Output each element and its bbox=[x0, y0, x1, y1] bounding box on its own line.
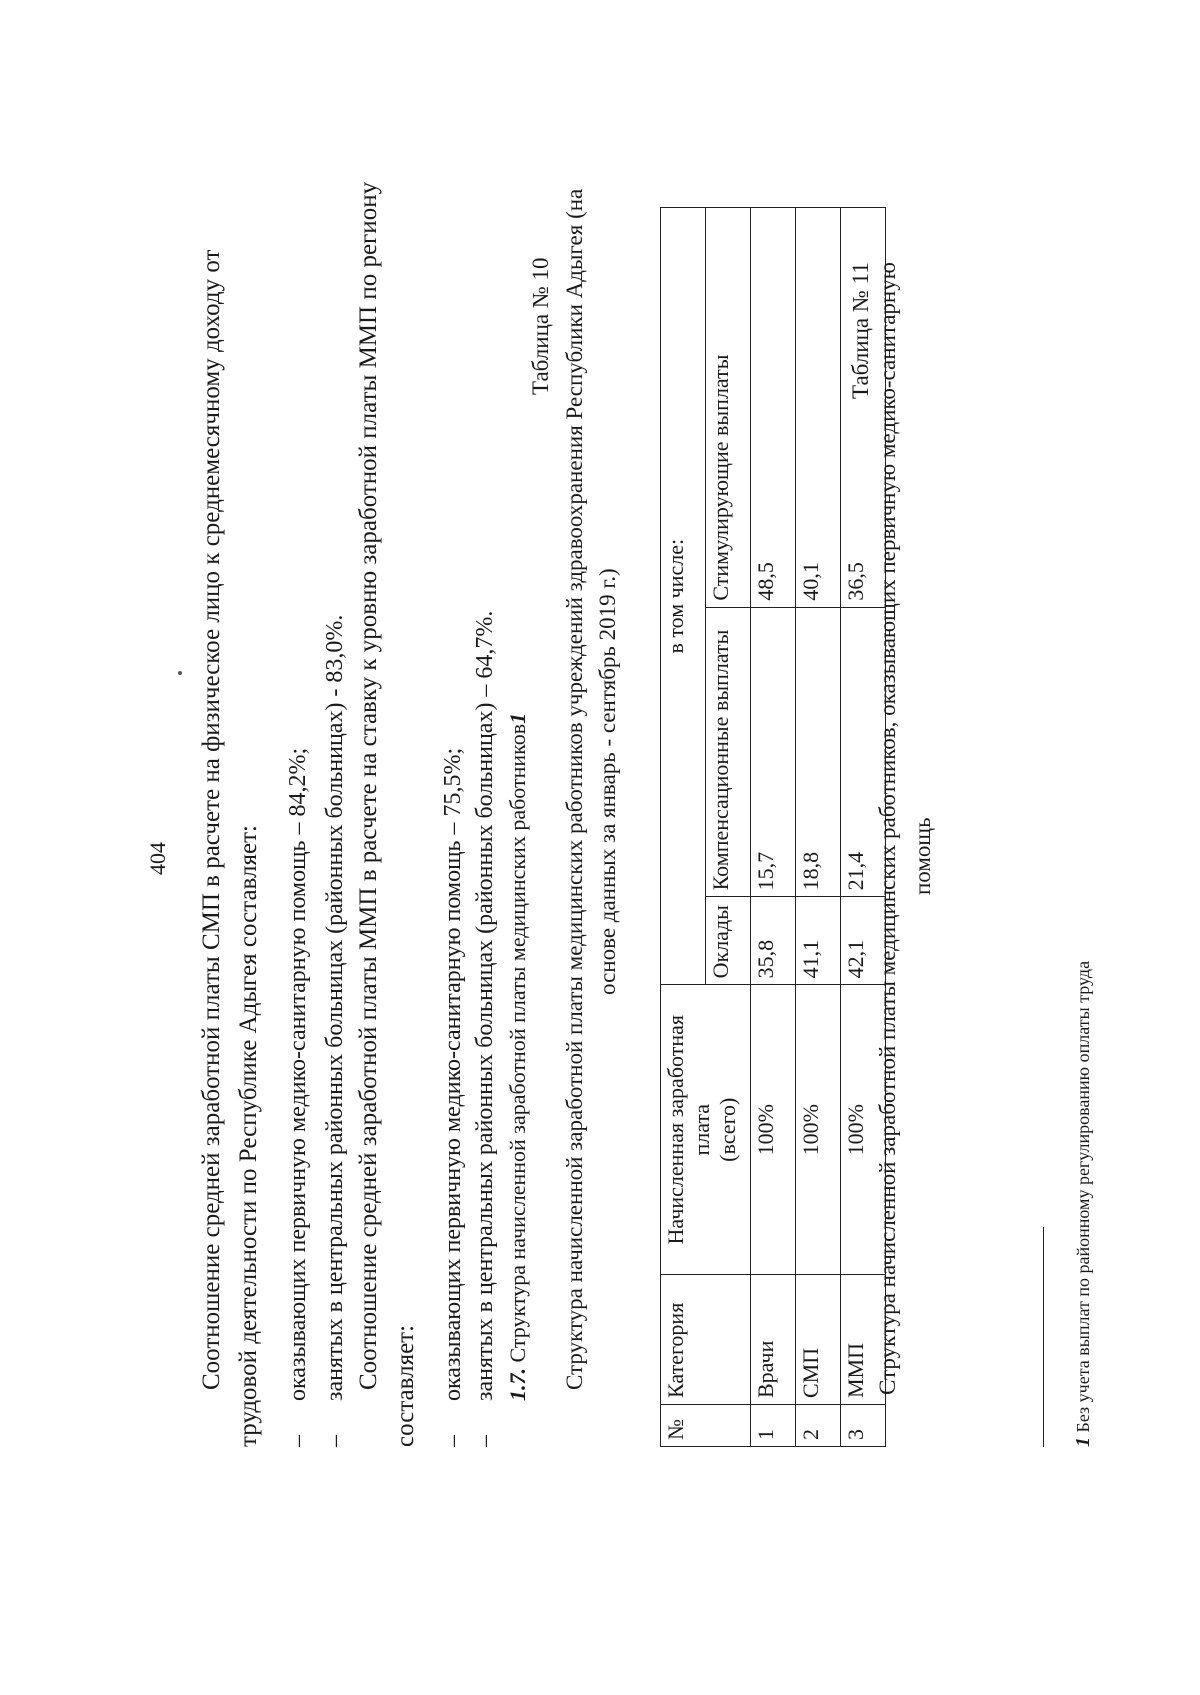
table10-caption-line1: Структура начисленной заработной платы медицинских работников учреждений здравоохранения Республики Адыгея (на bbox=[562, 188, 587, 1390]
page-number: 404 bbox=[145, 842, 170, 875]
section-number: 1.7. bbox=[505, 1368, 530, 1401]
header-including: в том числе: bbox=[661, 208, 706, 985]
cell-num: 2 bbox=[796, 1405, 841, 1447]
bullet-dash: – bbox=[440, 1435, 466, 1447]
cell-num: 1 bbox=[751, 1405, 796, 1447]
cell-salary: 41,1 bbox=[796, 897, 841, 985]
bullet-dash: – bbox=[285, 1435, 311, 1447]
footnote-divider bbox=[1043, 1227, 1044, 1447]
cell-salary: 35,8 bbox=[751, 897, 796, 985]
footnote-mark: 1 bbox=[1072, 1437, 1094, 1447]
cell-incentive: 36,5 bbox=[841, 208, 886, 608]
section-heading bbox=[505, 713, 531, 1401]
paragraph-smp-ratio-line2: трудовой деятельности по Республике Адыгея составляет: bbox=[235, 825, 262, 1447]
header-num: № bbox=[661, 1405, 751, 1447]
cell-incentive: 40,1 bbox=[796, 208, 841, 608]
header-salary: Оклады bbox=[706, 897, 751, 985]
table10-caption-line2: основе данных за январь - сентябрь 2019 г.) bbox=[595, 568, 620, 995]
cell-salary: 42,1 bbox=[841, 897, 886, 985]
cell-category: СМП bbox=[796, 1275, 841, 1405]
table11-caption-line2: помощь bbox=[910, 817, 935, 895]
cell-compensation: 15,7 bbox=[751, 607, 796, 897]
table11-caption-line1: Структура начисленной заработной платы медицинских работников, оказывающих первичную медико-санитарную bbox=[875, 262, 900, 1395]
paragraph-smp-ratio-line1: Соотношение средней заработной платы СМП в расчете на физическое лицо к среднемесячному доходу от bbox=[198, 249, 225, 1390]
footnote-reference: 1 bbox=[505, 712, 530, 724]
section-title: Структура начисленной заработной платы медицинских работников bbox=[505, 723, 530, 1363]
table-row bbox=[796, 208, 841, 1447]
footnote bbox=[1072, 961, 1095, 1447]
cell-category: Врачи bbox=[751, 1275, 796, 1405]
cell-num: 3 bbox=[841, 1405, 886, 1447]
cell-incentive: 48,5 bbox=[751, 208, 796, 608]
cell-compensation: 18,8 bbox=[796, 607, 841, 897]
cell-total: 100% bbox=[841, 985, 886, 1275]
bullet-item: –оказывающих первичную медико-санитарную помощь – 84,2%; bbox=[285, 747, 311, 1447]
header-incentive: Стимулирующие выплаты bbox=[706, 208, 751, 608]
scan-speck bbox=[178, 671, 182, 675]
header-category: Категория bbox=[661, 1275, 751, 1405]
cell-total: 100% bbox=[751, 985, 796, 1275]
bullet-item: –занятых в центральных районных больницах (районных больницах) - 83,0%. bbox=[322, 614, 348, 1447]
paragraph-mmp-ratio-line1: Соотношение средней заработной платы ММП в расчете на ставку к уровню заработной платы ММП по региону bbox=[355, 181, 382, 1390]
table-header-row bbox=[661, 208, 706, 1447]
table11-label: Таблица № 11 bbox=[848, 262, 873, 399]
paragraph-mmp-ratio-line2: составляет: bbox=[392, 1324, 419, 1447]
cell-category: ММП bbox=[841, 1275, 886, 1405]
header-total: Начисленная заработная плата (всего) bbox=[661, 985, 751, 1275]
bullet-dash: – bbox=[472, 1435, 498, 1447]
cell-compensation: 21,4 bbox=[841, 607, 886, 897]
table-row bbox=[751, 208, 796, 1447]
bullet-item: –оказывающих первичную медико-санитарную помощь – 75,5%; bbox=[440, 747, 466, 1447]
bullet-dash: – bbox=[322, 1435, 348, 1447]
cell-total: 100% bbox=[796, 985, 841, 1275]
header-compensation: Компенсационные выплаты bbox=[706, 607, 751, 897]
bullet-item: –занятых в центральных районных больницах (районных больницах) – 64,7%. bbox=[472, 610, 498, 1447]
table10-label: Таблица № 10 bbox=[528, 257, 553, 395]
footnote-text: Без учета выплат по районному регулированию оплаты труда bbox=[1073, 960, 1093, 1433]
